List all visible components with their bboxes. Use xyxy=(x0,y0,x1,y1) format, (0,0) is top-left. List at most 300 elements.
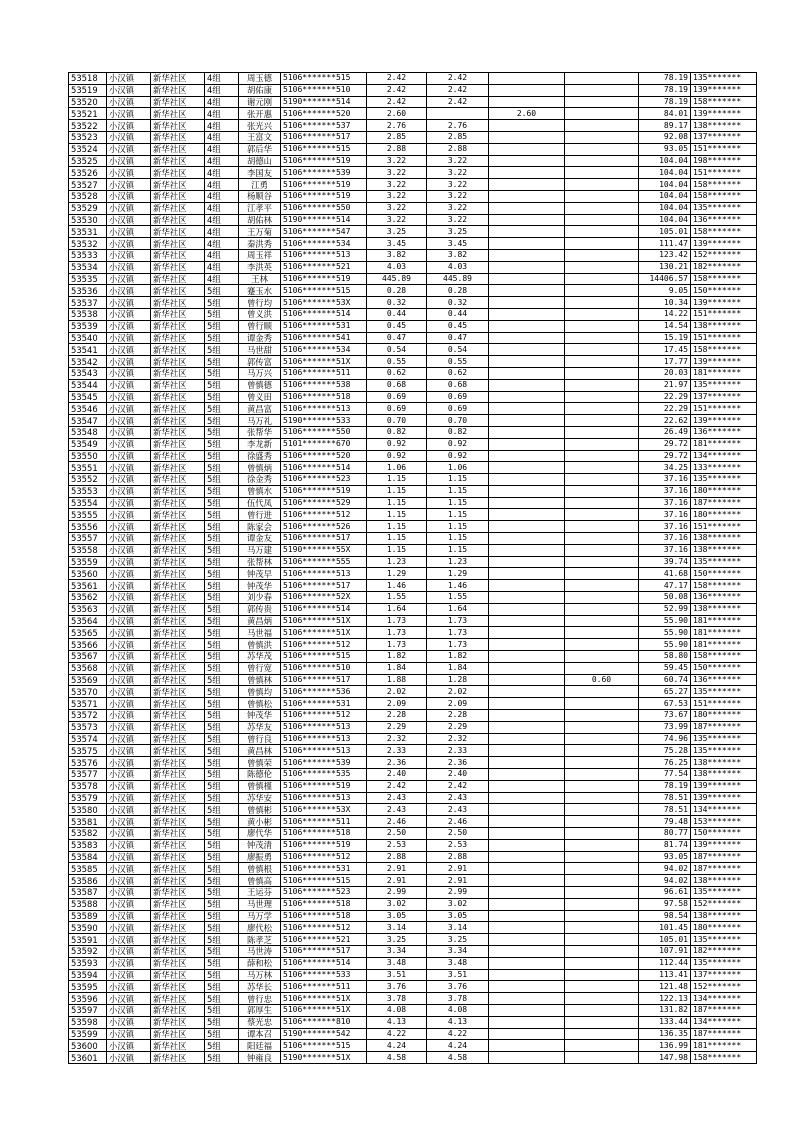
cell-community: 新华社区 xyxy=(151,1040,205,1052)
cell-area-total: 2.50 xyxy=(367,828,427,840)
cell-name: 谢元刚 xyxy=(239,96,281,108)
cell-area-b xyxy=(489,580,565,592)
cell-row-number: 53520 xyxy=(69,96,107,108)
cell-area-b xyxy=(489,875,565,887)
cell-community: 新华社区 xyxy=(151,73,205,85)
cell-amount: 79.48 xyxy=(639,816,691,828)
cell-phone: 150******* xyxy=(691,568,757,580)
cell-group: 5组 xyxy=(205,721,239,733)
cell-area-total: 0.55 xyxy=(367,356,427,368)
table-row xyxy=(69,308,757,320)
cell-row-number: 53565 xyxy=(69,627,107,639)
cell-town: 小汉镇 xyxy=(107,592,151,604)
table-row xyxy=(69,757,757,769)
cell-area-c xyxy=(565,226,639,238)
cell-area-c xyxy=(565,261,639,273)
cell-amount: 80.77 xyxy=(639,828,691,840)
cell-row-number: 53524 xyxy=(69,143,107,155)
cell-community: 新华社区 xyxy=(151,202,205,214)
cell-row-number: 53595 xyxy=(69,981,107,993)
cell-id-number: 5106*******53X xyxy=(281,804,367,816)
cell-area-c xyxy=(565,120,639,132)
cell-name: 钟茂华 xyxy=(239,580,281,592)
cell-area-total: 1.64 xyxy=(367,603,427,615)
cell-area-a: 2.32 xyxy=(427,733,489,745)
cell-area-total: 3.22 xyxy=(367,167,427,179)
cell-phone: 158******* xyxy=(691,273,757,285)
table-row xyxy=(69,1004,757,1016)
cell-area-b xyxy=(489,391,565,403)
cell-area-c xyxy=(565,993,639,1005)
cell-area-c xyxy=(565,462,639,474)
cell-community: 新华社区 xyxy=(151,1016,205,1028)
cell-area-b xyxy=(489,698,565,710)
cell-group: 5组 xyxy=(205,828,239,840)
cell-town: 小汉镇 xyxy=(107,190,151,202)
cell-group: 4组 xyxy=(205,73,239,85)
cell-name: 刘少春 xyxy=(239,592,281,604)
cell-area-total: 1.06 xyxy=(367,462,427,474)
cell-row-number: 53572 xyxy=(69,710,107,722)
cell-id-number: 5190*******542 xyxy=(281,1028,367,1040)
cell-row-number: 53582 xyxy=(69,828,107,840)
table-row xyxy=(69,851,757,863)
cell-name: 钟茂早 xyxy=(239,568,281,580)
cell-community: 新华社区 xyxy=(151,556,205,568)
cell-name: 廖振勇 xyxy=(239,851,281,863)
cell-area-c xyxy=(565,238,639,250)
cell-row-number: 53600 xyxy=(69,1040,107,1052)
cell-phone: 138******* xyxy=(691,757,757,769)
cell-town: 小汉镇 xyxy=(107,639,151,651)
cell-phone: 182******* xyxy=(691,945,757,957)
cell-area-c xyxy=(565,391,639,403)
cell-area-a: 3.22 xyxy=(427,155,489,167)
cell-phone: 187******* xyxy=(691,851,757,863)
cell-id-number: 5106*******512 xyxy=(281,509,367,521)
cell-area-c xyxy=(565,698,639,710)
cell-area-b xyxy=(489,143,565,155)
cell-amount: 37.16 xyxy=(639,533,691,545)
cell-name: 王运芬 xyxy=(239,886,281,898)
cell-group: 5组 xyxy=(205,568,239,580)
cell-area-a: 3.22 xyxy=(427,167,489,179)
cell-area-c xyxy=(565,686,639,698)
cell-community: 新华社区 xyxy=(151,780,205,792)
cell-community: 新华社区 xyxy=(151,426,205,438)
cell-area-total: 2.60 xyxy=(367,108,427,120)
cell-name: 马万学 xyxy=(239,910,281,922)
cell-community: 新华社区 xyxy=(151,438,205,450)
cell-area-total: 2.91 xyxy=(367,875,427,887)
cell-id-number: 5106*******511 xyxy=(281,367,367,379)
cell-area-a: 1.23 xyxy=(427,556,489,568)
table-row xyxy=(69,155,757,167)
cell-area-a: 1.55 xyxy=(427,592,489,604)
cell-name: 黄昌林 xyxy=(239,745,281,757)
cell-phone: 151******* xyxy=(691,332,757,344)
cell-id-number: 5106*******520 xyxy=(281,450,367,462)
cell-group: 4组 xyxy=(205,179,239,191)
cell-amount: 104.04 xyxy=(639,214,691,226)
cell-area-c xyxy=(565,179,639,191)
table-row xyxy=(69,1028,757,1040)
cell-name: 秦洪秀 xyxy=(239,238,281,250)
cell-town: 小汉镇 xyxy=(107,332,151,344)
cell-area-total: 3.78 xyxy=(367,993,427,1005)
cell-area-a: 1.15 xyxy=(427,544,489,556)
cell-name: 蹇玉水 xyxy=(239,285,281,297)
cell-row-number: 53567 xyxy=(69,651,107,663)
cell-name: 阳廷福 xyxy=(239,1040,281,1052)
cell-area-total: 4.03 xyxy=(367,261,427,273)
cell-area-total: 1.15 xyxy=(367,485,427,497)
cell-area-a: 4.03 xyxy=(427,261,489,273)
cell-phone: 152******* xyxy=(691,981,757,993)
cell-name: 曾行顺 xyxy=(239,320,281,332)
cell-id-number: 5106*******810 xyxy=(281,1016,367,1028)
cell-area-b xyxy=(489,120,565,132)
table-row xyxy=(69,202,757,214)
cell-phone: 134******* xyxy=(691,450,757,462)
cell-community: 新华社区 xyxy=(151,757,205,769)
cell-phone: 135******* xyxy=(691,934,757,946)
cell-group: 5组 xyxy=(205,344,239,356)
cell-name: 马万建 xyxy=(239,544,281,556)
cell-id-number: 5106*******538 xyxy=(281,379,367,391)
cell-id-number: 5106*******513 xyxy=(281,568,367,580)
cell-name: 王林 xyxy=(239,273,281,285)
cell-area-b xyxy=(489,615,565,627)
cell-name: 曾行进 xyxy=(239,509,281,521)
cell-phone: 158******* xyxy=(691,344,757,356)
cell-id-number: 5106*******515 xyxy=(281,875,367,887)
cell-amount: 60.74 xyxy=(639,674,691,686)
cell-row-number: 53527 xyxy=(69,179,107,191)
cell-area-a: 3.48 xyxy=(427,957,489,969)
cell-phone: 138******* xyxy=(691,533,757,545)
cell-community: 新华社区 xyxy=(151,792,205,804)
cell-row-number: 53597 xyxy=(69,1004,107,1016)
cell-group: 5组 xyxy=(205,438,239,450)
cell-area-total: 0.70 xyxy=(367,415,427,427)
cell-area-b xyxy=(489,84,565,96)
cell-group: 5组 xyxy=(205,391,239,403)
cell-area-a: 3.22 xyxy=(427,190,489,202)
cell-community: 新华社区 xyxy=(151,639,205,651)
cell-amount: 98.54 xyxy=(639,910,691,922)
cell-area-total: 2.42 xyxy=(367,73,427,85)
cell-area-total: 1.88 xyxy=(367,674,427,686)
cell-area-a: 0.32 xyxy=(427,297,489,309)
cell-group: 4组 xyxy=(205,143,239,155)
cell-id-number: 5106*******51X xyxy=(281,615,367,627)
cell-area-b xyxy=(489,993,565,1005)
cell-phone: 139******* xyxy=(691,792,757,804)
cell-phone: 138******* xyxy=(691,603,757,615)
cell-area-total: 0.92 xyxy=(367,450,427,462)
cell-amount: 104.04 xyxy=(639,155,691,167)
cell-row-number: 53571 xyxy=(69,698,107,710)
cell-group: 5组 xyxy=(205,379,239,391)
cell-area-b xyxy=(489,214,565,226)
cell-phone: 153******* xyxy=(691,816,757,828)
cell-name: 徐盛秀 xyxy=(239,450,281,462)
cell-amount: 15.19 xyxy=(639,332,691,344)
table-row xyxy=(69,1052,757,1064)
cell-community: 新华社区 xyxy=(151,875,205,887)
cell-town: 小汉镇 xyxy=(107,544,151,556)
cell-id-number: 5106*******517 xyxy=(281,533,367,545)
cell-area-b xyxy=(489,922,565,934)
cell-name: 曾慎德 xyxy=(239,379,281,391)
cell-group: 5组 xyxy=(205,745,239,757)
cell-phone: 134******* xyxy=(691,1016,757,1028)
table-row xyxy=(69,792,757,804)
cell-name: 周玉祥 xyxy=(239,249,281,261)
cell-id-number: 5106*******518 xyxy=(281,898,367,910)
cell-area-a: 3.45 xyxy=(427,238,489,250)
cell-id-number: 5106*******531 xyxy=(281,863,367,875)
cell-name: 曾慎炳 xyxy=(239,462,281,474)
cell-area-total: 0.62 xyxy=(367,367,427,379)
cell-town: 小汉镇 xyxy=(107,143,151,155)
cell-name: 马万林 xyxy=(239,969,281,981)
table-row xyxy=(69,367,757,379)
cell-area-a: 3.22 xyxy=(427,179,489,191)
cell-id-number: 5106*******514 xyxy=(281,603,367,615)
cell-id-number: 5190*******514 xyxy=(281,96,367,108)
cell-area-a: 4.22 xyxy=(427,1028,489,1040)
cell-town: 小汉镇 xyxy=(107,344,151,356)
cell-area-total: 2.02 xyxy=(367,686,427,698)
cell-amount: 37.16 xyxy=(639,544,691,556)
cell-area-c xyxy=(565,898,639,910)
cell-town: 小汉镇 xyxy=(107,851,151,863)
cell-area-a: 0.54 xyxy=(427,344,489,356)
table-row xyxy=(69,320,757,332)
cell-area-a: 2.42 xyxy=(427,780,489,792)
cell-row-number: 53570 xyxy=(69,686,107,698)
cell-name: 钟茂华 xyxy=(239,710,281,722)
cell-row-number: 53552 xyxy=(69,474,107,486)
cell-area-b xyxy=(489,745,565,757)
cell-row-number: 53522 xyxy=(69,120,107,132)
table-row xyxy=(69,828,757,840)
cell-id-number: 5106*******519 xyxy=(281,273,367,285)
cell-area-total: 2.36 xyxy=(367,757,427,769)
cell-community: 新华社区 xyxy=(151,886,205,898)
cell-area-a: 2.46 xyxy=(427,816,489,828)
cell-community: 新华社区 xyxy=(151,745,205,757)
cell-row-number: 53599 xyxy=(69,1028,107,1040)
cell-area-total: 3.25 xyxy=(367,934,427,946)
cell-name: 曾行均 xyxy=(239,297,281,309)
cell-town: 小汉镇 xyxy=(107,981,151,993)
cell-row-number: 53532 xyxy=(69,238,107,250)
cell-amount: 78.19 xyxy=(639,73,691,85)
cell-id-number: 5106*******518 xyxy=(281,828,367,840)
cell-name: 张帮林 xyxy=(239,556,281,568)
cell-area-a: 0.92 xyxy=(427,450,489,462)
cell-town: 小汉镇 xyxy=(107,957,151,969)
cell-community: 新华社区 xyxy=(151,544,205,556)
cell-town: 小汉镇 xyxy=(107,356,151,368)
cell-town: 小汉镇 xyxy=(107,898,151,910)
cell-amount: 37.16 xyxy=(639,521,691,533)
cell-area-total: 0.69 xyxy=(367,391,427,403)
cell-area-a: 2.88 xyxy=(427,851,489,863)
cell-group: 5组 xyxy=(205,757,239,769)
cell-area-total: 1.46 xyxy=(367,580,427,592)
cell-community: 新华社区 xyxy=(151,379,205,391)
cell-row-number: 53593 xyxy=(69,957,107,969)
cell-area-c xyxy=(565,273,639,285)
cell-phone: 135******* xyxy=(691,686,757,698)
table-row xyxy=(69,863,757,875)
cell-phone: 136******* xyxy=(691,592,757,604)
cell-phone: 135******* xyxy=(691,745,757,757)
cell-amount: 131.82 xyxy=(639,1004,691,1016)
cell-group: 5组 xyxy=(205,686,239,698)
cell-id-number: 5190*******514 xyxy=(281,214,367,226)
cell-area-total: 3.51 xyxy=(367,969,427,981)
cell-row-number: 53538 xyxy=(69,308,107,320)
cell-area-b xyxy=(489,898,565,910)
cell-id-number: 5106*******523 xyxy=(281,474,367,486)
table-row xyxy=(69,804,757,816)
cell-town: 小汉镇 xyxy=(107,426,151,438)
cell-area-b xyxy=(489,1028,565,1040)
cell-town: 小汉镇 xyxy=(107,603,151,615)
cell-amount: 10.34 xyxy=(639,297,691,309)
cell-group: 5组 xyxy=(205,662,239,674)
cell-area-c xyxy=(565,379,639,391)
cell-phone: 139******* xyxy=(691,297,757,309)
cell-group: 5组 xyxy=(205,627,239,639)
cell-name: 曾慎荣 xyxy=(239,757,281,769)
cell-phone: 158******* xyxy=(691,96,757,108)
cell-area-a: 1.82 xyxy=(427,651,489,663)
cell-row-number: 53581 xyxy=(69,816,107,828)
cell-name: 陈德伦 xyxy=(239,769,281,781)
cell-id-number: 5106*******512 xyxy=(281,639,367,651)
cell-town: 小汉镇 xyxy=(107,238,151,250)
cell-phone: 150******* xyxy=(691,662,757,674)
cell-phone: 151******* xyxy=(691,167,757,179)
cell-name: 苏华友 xyxy=(239,721,281,733)
cell-area-total: 2.99 xyxy=(367,886,427,898)
cell-town: 小汉镇 xyxy=(107,403,151,415)
cell-community: 新华社区 xyxy=(151,863,205,875)
cell-area-b xyxy=(489,167,565,179)
cell-area-c xyxy=(565,851,639,863)
table-row xyxy=(69,179,757,191)
cell-area-c xyxy=(565,651,639,663)
cell-name: 李国友 xyxy=(239,167,281,179)
cell-area-c xyxy=(565,792,639,804)
cell-town: 小汉镇 xyxy=(107,285,151,297)
cell-area-b xyxy=(489,934,565,946)
cell-phone: 138******* xyxy=(691,320,757,332)
cell-row-number: 53547 xyxy=(69,415,107,427)
cell-town: 小汉镇 xyxy=(107,167,151,179)
table-row xyxy=(69,120,757,132)
cell-area-a: 0.44 xyxy=(427,308,489,320)
cell-row-number: 53585 xyxy=(69,863,107,875)
cell-row-number: 53543 xyxy=(69,367,107,379)
cell-group: 5组 xyxy=(205,1028,239,1040)
cell-area-b xyxy=(489,509,565,521)
cell-name: 曾慎林 xyxy=(239,674,281,686)
cell-row-number: 53559 xyxy=(69,556,107,568)
cell-area-total: 1.73 xyxy=(367,627,427,639)
table-row xyxy=(69,981,757,993)
cell-area-a: 3.22 xyxy=(427,214,489,226)
cell-area-total: 3.82 xyxy=(367,249,427,261)
cell-row-number: 53540 xyxy=(69,332,107,344)
table-row xyxy=(69,96,757,108)
cell-phone: 181******* xyxy=(691,1040,757,1052)
cell-town: 小汉镇 xyxy=(107,792,151,804)
cell-area-total: 2.29 xyxy=(367,721,427,733)
cell-area-total: 0.92 xyxy=(367,438,427,450)
cell-name: 曾慎槿 xyxy=(239,780,281,792)
cell-community: 新华社区 xyxy=(151,485,205,497)
table-row xyxy=(69,1040,757,1052)
cell-area-total: 2.53 xyxy=(367,839,427,851)
cell-id-number: 5106*******539 xyxy=(281,167,367,179)
cell-id-number: 5106*******515 xyxy=(281,1040,367,1052)
cell-amount: 105.01 xyxy=(639,934,691,946)
table-row xyxy=(69,226,757,238)
cell-group: 5组 xyxy=(205,769,239,781)
cell-town: 小汉镇 xyxy=(107,910,151,922)
cell-town: 小汉镇 xyxy=(107,367,151,379)
cell-area-c xyxy=(565,957,639,969)
cell-row-number: 53579 xyxy=(69,792,107,804)
cell-area-c xyxy=(565,745,639,757)
table-row xyxy=(69,108,757,120)
cell-group: 5组 xyxy=(205,509,239,521)
cell-id-number: 5106*******531 xyxy=(281,698,367,710)
cell-name: 王富文 xyxy=(239,131,281,143)
cell-phone: 187******* xyxy=(691,721,757,733)
table-row xyxy=(69,249,757,261)
cell-area-b xyxy=(489,190,565,202)
table-row xyxy=(69,403,757,415)
cell-phone: 135******* xyxy=(691,886,757,898)
cell-id-number: 5101*******670 xyxy=(281,438,367,450)
cell-area-a: 0.92 xyxy=(427,438,489,450)
cell-group: 4组 xyxy=(205,131,239,143)
cell-town: 小汉镇 xyxy=(107,556,151,568)
cell-area-b xyxy=(489,651,565,663)
cell-town: 小汉镇 xyxy=(107,615,151,627)
cell-area-c xyxy=(565,474,639,486)
cell-amount: 37.16 xyxy=(639,509,691,521)
cell-area-a: 0.47 xyxy=(427,332,489,344)
cell-id-number: 5190*******51X xyxy=(281,1052,367,1064)
cell-area-total: 4.58 xyxy=(367,1052,427,1064)
cell-name: 曾行宽 xyxy=(239,662,281,674)
cell-area-b xyxy=(489,603,565,615)
cell-group: 4组 xyxy=(205,155,239,167)
cell-area-total: 4.24 xyxy=(367,1040,427,1052)
cell-area-b xyxy=(489,639,565,651)
cell-area-b xyxy=(489,249,565,261)
cell-area-b xyxy=(489,780,565,792)
